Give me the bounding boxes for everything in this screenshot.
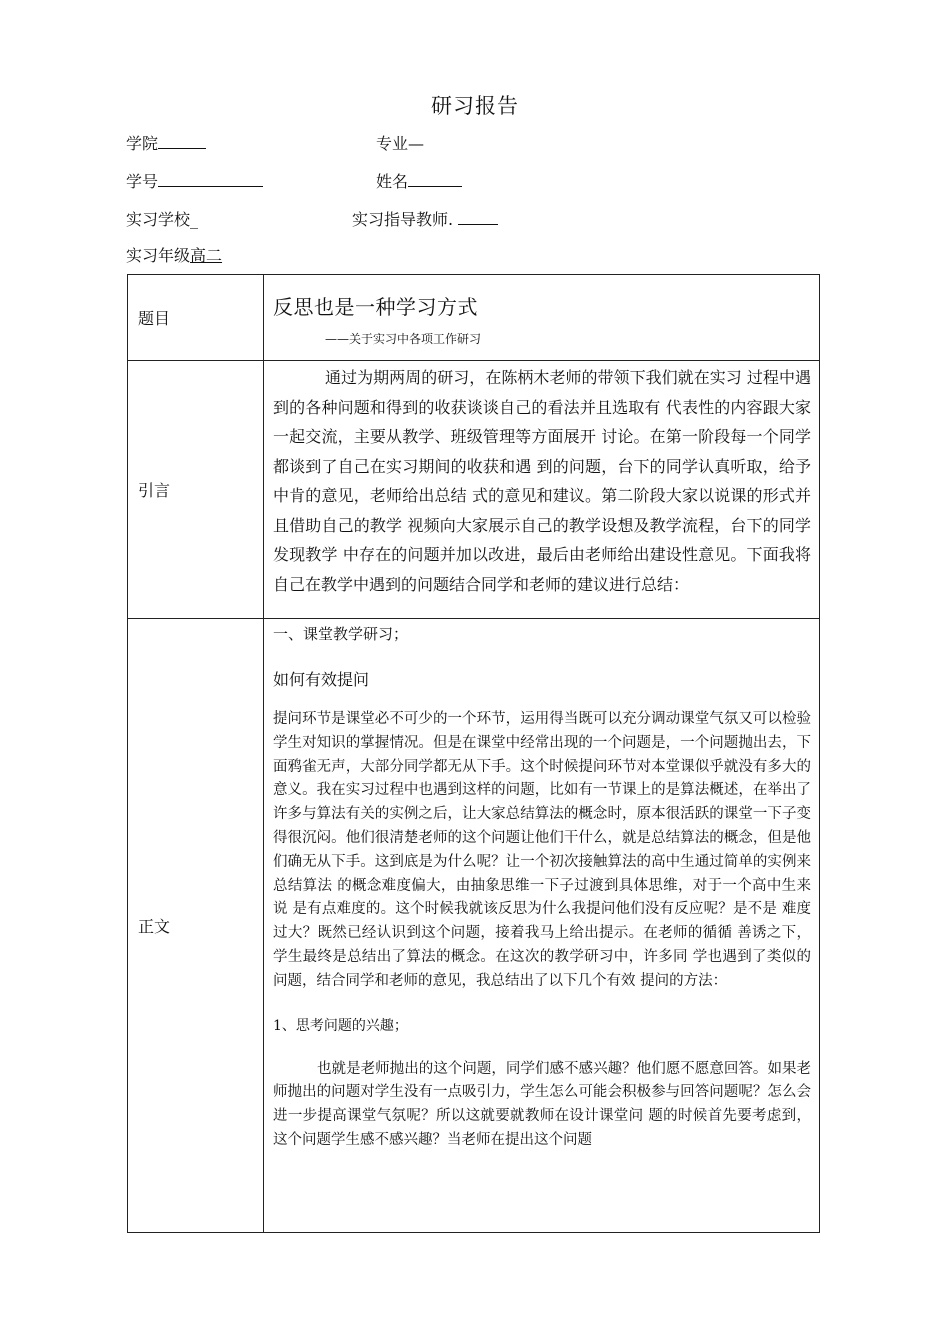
student-id-field (126, 172, 263, 192)
student-id-label: 学号 (126, 172, 159, 191)
topic-cell (264, 275, 820, 361)
teacher-blank[interactable] (458, 210, 498, 225)
body-cell (264, 619, 820, 1233)
body-paragraph-1: 提问环节是课堂必不可少的一个环节，运用得当既可以充分调动课堂气氛又可以检验学生对知识的掌握情况。但是在课堂中经常出现的一个问题是，一个问题抛出去，下面鸦雀无声，大部分同学都无从下手。这个时候提问环节对本堂课似乎就没有多大的意义。我在实习过程中也遇到这样的问题，比如有一节课上的是算法概述，在举出了许多与算法有关的实例之后，让大家总结算法的概念时，原本很活跃的课堂一下子变得很沉闷。他们很清楚老师的这个问题让他们干什么，就是总结算法的概念，但是他们确无从下手。这到底是为什么呢？让一个初次接触算法的高中生通过简单的实例来总结算法 的概念难度偏大，由抽象思维一下子过渡到具体思维，对于一个高中生来说 是有点难度的。这个时候我就该反思为什么我提问他们没有反应呢？是不是 难度过大？既然已经认识到这个问题，接着我马上给出提示。在老师的循循 善诱之下，学生最终是总结出了算法的概念。在这次的教学研习中，许多同 学也遇到了类似的问题，结合同学和老师的意见，我总结出了以下几个有效 提问的方法： (273, 711, 811, 989)
table-row-body (128, 619, 820, 1233)
school-field (126, 210, 198, 230)
school-label: 实习学校_ (126, 210, 199, 229)
intro-text (273, 363, 811, 599)
college-field (126, 134, 206, 154)
college-label: 学院 (126, 134, 159, 153)
grade-label: 实习年级 (126, 246, 191, 265)
student-id-blank[interactable] (158, 172, 263, 187)
intro-paragraph: 通过为期两周的研习，在陈柄木老师的带领下我们就在实习 过程中遇到的各种问题和得到的收获谈谈自己的看法并且选取有 代表性的内容跟大家一起交流，主要从教学、班级管理等方面展开 讨论。在第一阶段每一个同学都谈到了自己在实习期间的收获和遇 到的问题，台下的同学认真听取，给予中肯的意见，老师给出总结 式的意见和建议。第二阶段大家以说课的形式并且借助自己的教学 视频向大家展示自己的教学设想及教学流程，台下的同学发现教学 中存在的问题并加以改进，最后由老师给出建设性意见。下面我将 自己在教学中遇到的问题结合同学和老师的建议进行总结： (273, 368, 811, 594)
body-paragraph-2: 也就是老师抛出的这个问题，同学们感不感兴趣？他们愿不愿意回答。如果老师抛出的问题对学生没有一点吸引力，学生怎么可能会积极参与回答问题呢？怎么会进一步提高课堂气氛呢？所以这就要就教师在设计课堂问 题的时候首先要考虑到，这个问题学生感不感兴趣？当老师在提出这个问题 (273, 1060, 811, 1148)
topic-label: 题目 (128, 275, 264, 361)
table-row-topic (128, 275, 820, 361)
report-title: 研习报告 (431, 94, 519, 118)
topic-title: 反思也是一种学习方式 (273, 295, 478, 319)
college-blank[interactable] (158, 134, 206, 149)
grade-field (126, 246, 222, 266)
name-label: 姓名 (376, 172, 409, 191)
major-label: 专业— (376, 134, 425, 153)
list-item-1: 1、思考问题的兴趣； (273, 1017, 408, 1034)
teacher-field (352, 210, 498, 230)
major-field (376, 134, 424, 154)
teacher-label: 实习指导教师. (352, 210, 454, 229)
name-blank[interactable] (408, 172, 462, 187)
report-table (127, 274, 820, 1233)
body-paragraph-2-wrap (273, 1058, 811, 1153)
intro-label: 引言 (128, 361, 264, 619)
section-heading: 一、课堂教学研习； (273, 625, 409, 643)
intro-cell (264, 361, 820, 619)
topic-subtitle: ——关于实习中各项工作研习 (325, 332, 482, 346)
body-label: 正文 (128, 619, 264, 1233)
grade-value: 高二 (190, 246, 223, 265)
table-row-intro (128, 361, 820, 619)
subsection-heading: 如何有效提问 (273, 670, 370, 689)
name-field (376, 172, 462, 192)
